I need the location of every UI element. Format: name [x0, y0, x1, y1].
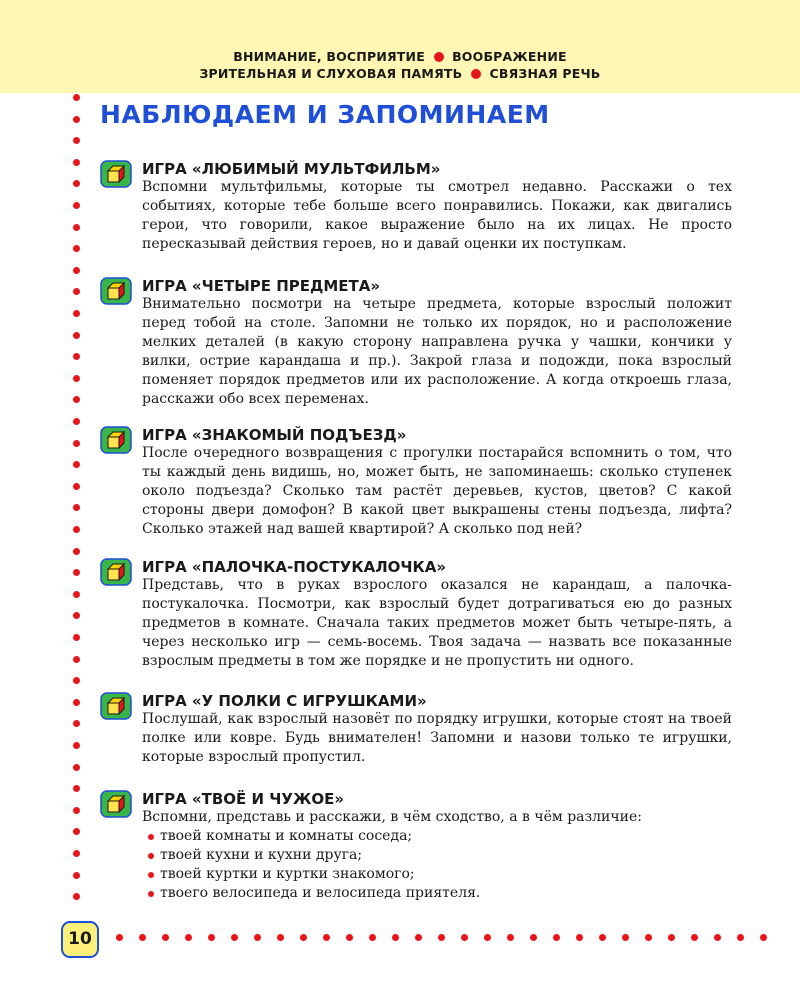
game-description: Внимательно посмотри на четыре предмета, которые взрослый положит перед тобой на столе. Запомни не только их порядок, но и расположение мелких деталей (в какую сторону направлена ручка у чашки, кончики у вилки, острие карандаша и пр.). Закрой глаза и подожди, пока взрослый поменяет порядок предметов или их расположение. А когда откроешь глаза, расскажи обо всех переменах. [142, 296, 732, 407]
comparison-list [142, 827, 732, 903]
border-dot [300, 934, 307, 941]
cube-icon [100, 160, 132, 188]
border-dot [139, 934, 146, 941]
list-item [142, 846, 732, 865]
border-dot [737, 934, 744, 941]
border-dot [73, 288, 80, 295]
border-dot [392, 934, 399, 941]
border-dot [73, 785, 80, 792]
game-description: Вспомни мультфильмы, которые ты смотрел недавно. Расскажи о тех событиях, которые тебе больше всего понравились. Покажи, как двигались герои, что говорили, какое выражение было на их лицах. Не просто пересказывай действия героев, но и давай оценки их поступкам. [142, 179, 732, 252]
topic-tags [0, 48, 800, 82]
border-dot [73, 332, 80, 339]
border-dot [73, 699, 80, 706]
border-dot [73, 764, 80, 771]
border-dot [73, 677, 80, 684]
border-dot [484, 934, 491, 941]
game-section-toy-shelf [100, 692, 732, 767]
border-dot [346, 934, 353, 941]
game-section-four-objects [100, 277, 732, 409]
border-dot [73, 418, 80, 425]
border-dot [73, 375, 80, 382]
border-dot [73, 850, 80, 857]
border-dot [73, 396, 80, 403]
game-title: ИГРА «ЛЮБИМЫЙ МУЛЬТФИЛЬМ» [142, 160, 441, 178]
bullet-dot [148, 891, 154, 897]
border-dot [323, 934, 330, 941]
border-dot [73, 720, 80, 727]
border-dot [461, 934, 468, 941]
bullet-dot [148, 853, 154, 859]
border-dot [208, 934, 215, 941]
list-item-text: твоего велосипеда и велосипеда приятеля. [160, 885, 481, 901]
border-dot [438, 934, 445, 941]
border-dot [277, 934, 284, 941]
border-dot [599, 934, 606, 941]
game-title: ИГРА «У ПОЛКИ С ИГРУШКАМИ» [142, 692, 427, 710]
cube-icon [100, 277, 132, 305]
border-dot [162, 934, 169, 941]
border-dot [73, 310, 80, 317]
border-dot [645, 934, 652, 941]
border-dot [73, 180, 80, 187]
tag-speech: СВЯЗНАЯ РЕЧЬ [489, 66, 601, 81]
list-item [142, 884, 732, 903]
border-dot [73, 526, 80, 533]
list-item [142, 865, 732, 884]
border-dot [73, 504, 80, 511]
topic-tags-row-2 [0, 65, 800, 82]
border-dot [73, 548, 80, 555]
border-dot [73, 159, 80, 166]
border-dot [73, 353, 80, 360]
cube-icon [100, 426, 132, 454]
border-dot [254, 934, 261, 941]
list-item [142, 827, 732, 846]
border-dot [73, 656, 80, 663]
border-dot [553, 934, 560, 941]
border-dot [576, 934, 583, 941]
bullet-dot [148, 834, 154, 840]
page-title: НАБЛЮДАЕМ И ЗАПОМИНАЕМ [100, 100, 550, 129]
game-description: Представь, что в руках взрослого оказался не карандаш, а палочка-постукалочка. Посмотри, как взрослый будет дотрагиваться ею до разных предметов в комнате. Сначала таких предметов может быть четыре-пять, а через несколько игр — семь-восемь. Твоя задача — назвать все показанные взрослым предметы в том же порядке и не пропустить ни одного. [142, 577, 732, 669]
border-dot [530, 934, 537, 941]
border-dot [73, 137, 80, 144]
border-dot [507, 934, 514, 941]
tag-memory: ЗРИТЕЛЬНАЯ И СЛУХОВАЯ ПАМЯТЬ [199, 66, 463, 81]
border-dot [73, 202, 80, 209]
game-title: ИГРА «ЧЕТЫРЕ ПРЕДМЕТА» [142, 277, 381, 295]
border-dot [714, 934, 721, 941]
game-description: После очередного возвращения с прогулки постарайся вспомнить о том, что ты каждый день видишь, но, может быть, не запоминаешь: сколько ступенек около подъезда? Сколько там растёт деревьев, кустов, цветов? С какой стороны двери домофон? В какой цвет выкрашены стены подъезда, лифта? Сколько этажей над вашей квартирой? А сколько под ней? [142, 445, 732, 537]
border-dot [415, 934, 422, 941]
border-dot [73, 742, 80, 749]
border-dot [185, 934, 192, 941]
cube-icon [100, 558, 132, 586]
list-item-text: твоей комнаты и комнаты соседа; [160, 828, 413, 844]
border-dot [73, 461, 80, 468]
topic-tags-row-1 [0, 48, 800, 65]
border-dot [73, 483, 80, 490]
border-dot [691, 934, 698, 941]
border-dot [231, 934, 238, 941]
border-dot [668, 934, 675, 941]
game-section-tapping-stick [100, 558, 732, 671]
game-title: ИГРА «ЗНАКОМЫЙ ПОДЪЕЗД» [142, 426, 407, 444]
list-item-text: твоей кухни и кухни друга; [160, 847, 363, 863]
border-dot [73, 591, 80, 598]
border-dot [73, 224, 80, 231]
border-dot [73, 116, 80, 123]
game-description: Послушай, как взрослый назовёт по порядку игрушки, которые стоят на твоей полке или ковре. Будь внимателен! Запомни и назови только те игрушки, которые взрослый пропустил. [142, 711, 732, 765]
border-dot [73, 807, 80, 814]
border-dot [73, 267, 80, 274]
game-section-favorite-cartoon [100, 160, 732, 254]
border-dot [116, 934, 123, 941]
game-description: Вспомни, представь и расскажи, в чём сходство, а в чём различие: [142, 809, 642, 825]
game-section-familiar-entrance [100, 426, 732, 539]
separator-dot [434, 52, 444, 62]
separator-dot [471, 69, 481, 79]
border-dot [73, 828, 80, 835]
page-number: 10 [61, 921, 99, 958]
cube-icon [100, 790, 132, 818]
border-dot [73, 634, 80, 641]
game-title: ИГРА «ПАЛОЧКА-ПОСТУКАЛОЧКА» [142, 558, 447, 576]
list-item-text: твоей куртки и куртки знакомого; [160, 866, 415, 882]
border-dot [73, 94, 80, 101]
game-title: ИГРА «ТВОЁ И ЧУЖОЕ» [142, 790, 345, 808]
tag-imagination: ВООБРАЖЕНИЕ [452, 49, 567, 64]
bullet-dot [148, 872, 154, 878]
border-dot [622, 934, 629, 941]
tag-attention: ВНИМАНИЕ, ВОСПРИЯТИЕ [233, 49, 425, 64]
border-dot [73, 893, 80, 900]
border-dot [73, 569, 80, 576]
border-dot [73, 872, 80, 879]
cube-icon [100, 692, 132, 720]
border-dot [369, 934, 376, 941]
border-dot [73, 612, 80, 619]
border-dot [73, 440, 80, 447]
border-dot [73, 245, 80, 252]
game-section-yours-and-others [100, 790, 732, 903]
border-dot [760, 934, 767, 941]
